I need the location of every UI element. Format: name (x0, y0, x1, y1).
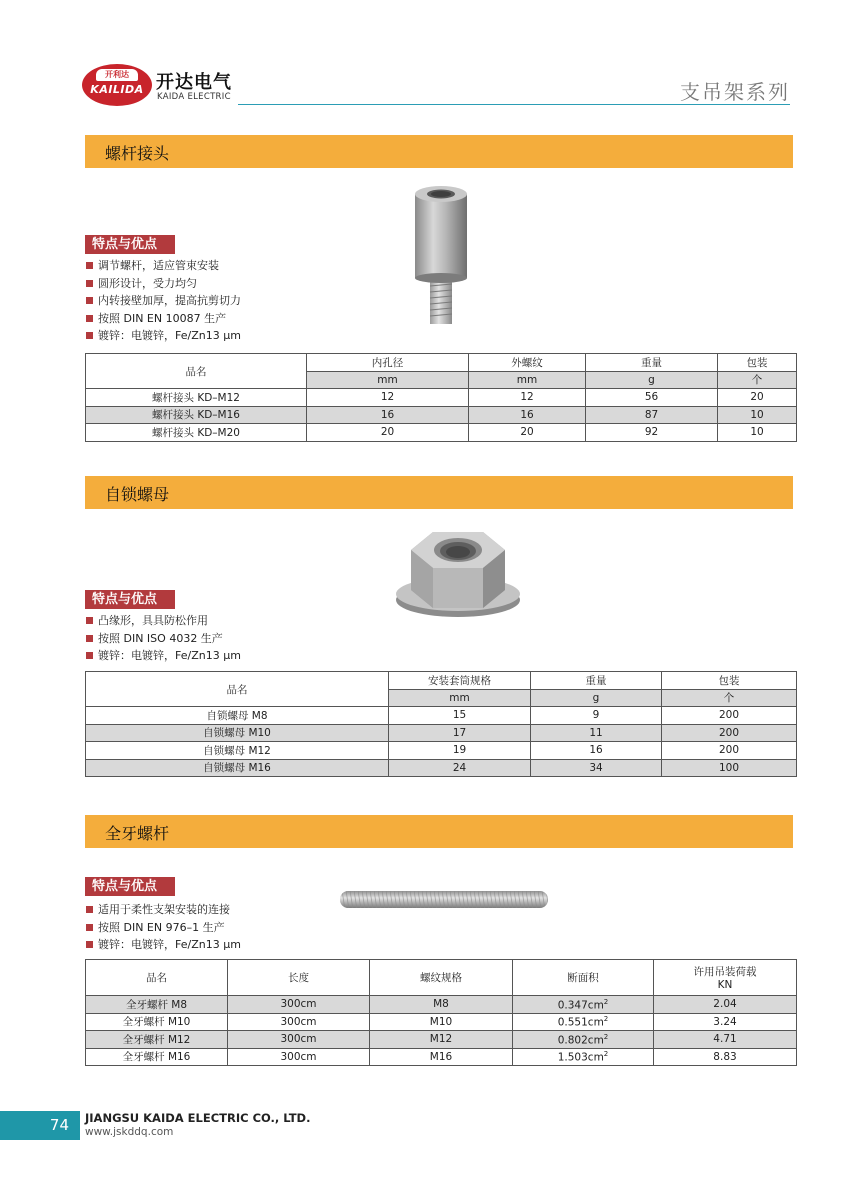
table-row (86, 742, 797, 760)
col-unit: mm (307, 371, 469, 389)
col-unit: 个 (718, 371, 797, 389)
cell: 24 (389, 759, 531, 777)
spec-table-rod-coupler (85, 353, 797, 442)
cell: 自锁螺母 M10 (86, 724, 389, 742)
features-badge: 特点与优点 (85, 590, 175, 609)
col-header: 断面积 (513, 960, 654, 996)
cell: 200 (662, 742, 797, 760)
company-logo (82, 64, 242, 108)
feature-item: 按照 DIN EN 976–1 生产 (86, 919, 241, 937)
cell: 17 (389, 724, 531, 742)
header-divider (238, 104, 790, 105)
area-sup: 2 (603, 1050, 609, 1058)
cell (513, 1048, 654, 1066)
cell: M16 (370, 1048, 513, 1066)
table-row (86, 1048, 797, 1066)
col-header: 外螺纹 (469, 354, 586, 372)
cell: 自锁螺母 M8 (86, 707, 389, 725)
section-title: 自锁螺母 (105, 485, 170, 504)
features-badge: 特点与优点 (85, 877, 175, 896)
area-sup: 2 (603, 1015, 609, 1023)
col-header: 包装 (718, 354, 797, 372)
cell: 34 (531, 759, 662, 777)
feature-item: 镀锌：电镀锌，Fe/Zn13 μm (86, 936, 241, 954)
feature-item: 内转接壁加厚，提高抗剪切力 (86, 292, 241, 310)
col-header: 品名 (86, 960, 228, 996)
col-header-load (654, 960, 797, 996)
brand-cn: 开达电气 (156, 72, 232, 93)
table-row (86, 389, 797, 407)
footer-company: JIANGSU KAIDA ELECTRIC CO., LTD. (85, 1111, 311, 1125)
col-header: 安装套筒规格 (389, 672, 531, 690)
cell: 4.71 (654, 1031, 797, 1049)
cell: M12 (370, 1031, 513, 1049)
section-bar-threaded-rod (85, 815, 793, 848)
area-value: 0.802cm (557, 1034, 604, 1046)
cell: 15 (389, 707, 531, 725)
cell: 56 (586, 389, 718, 407)
col-header-name: 品名 (86, 672, 389, 707)
spec-table-threaded-rod (85, 959, 797, 1066)
cell: M10 (370, 1013, 513, 1031)
cell: 10 (718, 406, 797, 424)
section-title: 全牙螺杆 (105, 824, 170, 843)
load-unit: KN (717, 979, 733, 991)
footer-url: www.jskddq.com (85, 1126, 174, 1138)
col-header: 内孔径 (307, 354, 469, 372)
feature-item: 按照 DIN EN 10087 生产 (86, 310, 241, 328)
cell: 全牙螺杆 M12 (86, 1031, 228, 1049)
cell: 9 (531, 707, 662, 725)
cell: 100 (662, 759, 797, 777)
area-value: 0.551cm (557, 1016, 604, 1029)
feature-item: 凸缘形，具具防松作用 (86, 612, 241, 630)
cell: 20 (469, 424, 586, 442)
cell: 10 (718, 424, 797, 442)
feature-item: 镀锌：电镀锌，Fe/Zn13 μm (86, 327, 241, 345)
features-badge: 特点与优点 (85, 235, 175, 254)
cell: 自锁螺母 M12 (86, 742, 389, 760)
cell: 8.83 (654, 1048, 797, 1066)
cell: 16 (307, 406, 469, 424)
cell: 全牙螺杆 M10 (86, 1013, 228, 1031)
cell (513, 996, 654, 1014)
series-title: 支吊架系列 (680, 80, 790, 104)
cell: 2.04 (654, 996, 797, 1014)
brand-en: KAIDA ELECTRIC (157, 92, 231, 102)
col-header: 螺纹规格 (370, 960, 513, 996)
features-list (86, 612, 241, 665)
page-number: 74 (0, 1111, 80, 1140)
feature-item: 适用于柔性支架安装的连接 (86, 901, 241, 919)
table-header-row (86, 354, 797, 372)
col-header: 重量 (531, 672, 662, 690)
cell: 200 (662, 707, 797, 725)
cell: 螺杆接头 KD–M12 (86, 389, 307, 407)
table-row (86, 724, 797, 742)
area-value: 0.347cm (557, 999, 604, 1011)
area-value: 1.503cm (557, 1051, 604, 1064)
cell: 3.24 (654, 1013, 797, 1031)
table-row (86, 424, 797, 442)
cell (513, 1031, 654, 1049)
section-title: 螺杆接头 (105, 144, 170, 163)
cell (513, 1013, 654, 1031)
cell: 300cm (228, 1013, 370, 1031)
cell: 300cm (228, 1031, 370, 1049)
spec-table-lock-nut (85, 671, 797, 777)
feature-item: 调节螺杆，适应管束安装 (86, 257, 241, 275)
logo-cn-small: 开利达 (96, 69, 138, 81)
cell: 12 (307, 389, 469, 407)
col-header: 重量 (586, 354, 718, 372)
cell: 自锁螺母 M16 (86, 759, 389, 777)
col-unit: 个 (662, 689, 797, 707)
table-header-row (86, 672, 797, 690)
area-sup: 2 (603, 1032, 609, 1041)
col-header: 包装 (662, 672, 797, 690)
cell: 螺杆接头 KD–M20 (86, 424, 307, 442)
cell: 300cm (228, 996, 370, 1014)
cell: 16 (531, 742, 662, 760)
table-row (86, 1013, 797, 1031)
feature-item: 镀锌：电镀锌，Fe/Zn13 μm (86, 647, 241, 665)
rod-coupler-image (405, 182, 475, 330)
cell: 20 (718, 389, 797, 407)
cell: 全牙螺杆 M8 (86, 996, 228, 1014)
col-header: 长度 (228, 960, 370, 996)
feature-item: 按照 DIN ISO 4032 生产 (86, 630, 241, 648)
section-bar-rod-coupler (85, 135, 793, 168)
logo-emblem (82, 64, 152, 106)
cell: 全牙螺杆 M16 (86, 1048, 228, 1066)
cell: 11 (531, 724, 662, 742)
cell: M8 (370, 996, 513, 1014)
table-row (86, 996, 797, 1014)
cell: 19 (389, 742, 531, 760)
area-sup: 2 (603, 997, 609, 1006)
table-row (86, 759, 797, 777)
logo-en: KAILIDA (90, 83, 144, 96)
col-header-name: 品名 (86, 354, 307, 389)
cell: 12 (469, 389, 586, 407)
feature-item: 圆形设计，受力均匀 (86, 275, 241, 293)
col-unit: mm (389, 689, 531, 707)
cell: 16 (469, 406, 586, 424)
cell: 87 (586, 406, 718, 424)
table-row (86, 707, 797, 725)
cell: 螺杆接头 KD–M16 (86, 406, 307, 424)
col-unit: mm (469, 371, 586, 389)
load-header: 许用吊装荷载 (693, 966, 757, 978)
col-unit: g (531, 689, 662, 707)
threaded-rod-image (338, 888, 550, 912)
cell: 200 (662, 724, 797, 742)
table-row (86, 406, 797, 424)
cell: 92 (586, 424, 718, 442)
cell: 300cm (228, 1048, 370, 1066)
section-bar-lock-nut (85, 476, 793, 509)
cell: 20 (307, 424, 469, 442)
table-row (86, 1031, 797, 1049)
table-header-row (86, 960, 797, 996)
lock-nut-image (393, 528, 523, 620)
col-unit: g (586, 371, 718, 389)
features-list (86, 901, 241, 954)
features-list (86, 257, 241, 345)
